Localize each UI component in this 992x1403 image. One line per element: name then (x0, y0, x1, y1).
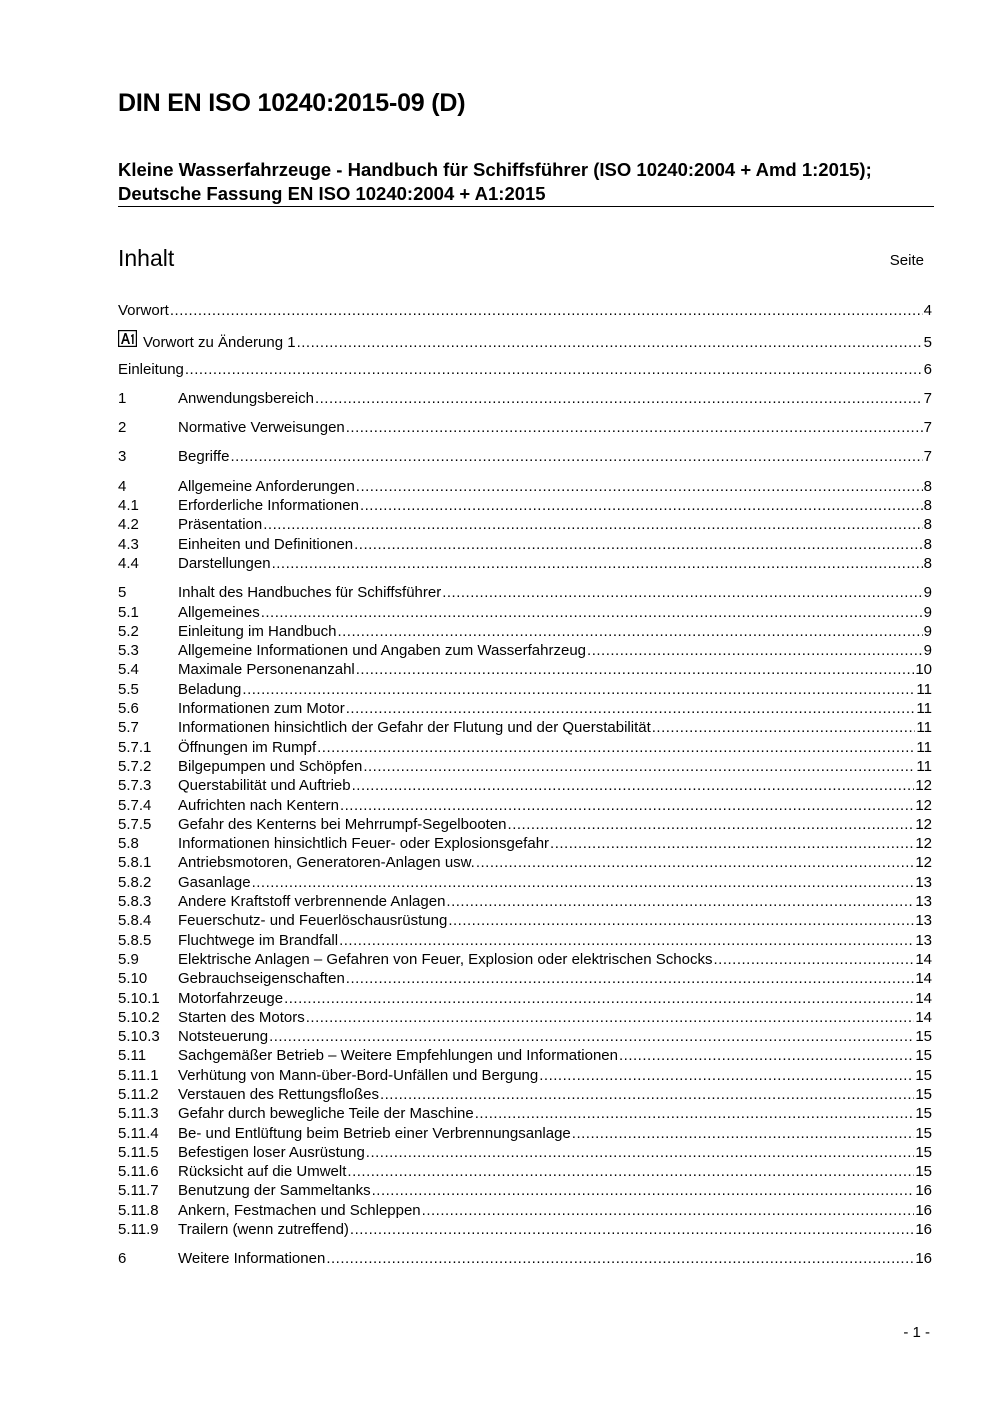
toc-entry-page: 15 (915, 1163, 932, 1181)
toc-dot-leader (242, 680, 915, 699)
toc-entry-title (178, 389, 314, 408)
toc-entry-title (178, 950, 712, 969)
toc-entry-page: 8 (923, 497, 932, 515)
toc-dot-leader (261, 603, 923, 622)
toc-entry-title (178, 1066, 538, 1085)
toc-entry-title-text: Öffnungen im Rumpf (178, 738, 317, 756)
toc-entry-number: 5.7.4 (118, 796, 152, 814)
toc-dot-leader (442, 583, 922, 602)
toc-entry-title-text: Verhütung von Mann-über-Bord-Unfällen und Bergung (178, 1066, 539, 1084)
toc-entry-title (178, 1220, 349, 1239)
toc-entry-title (178, 989, 283, 1008)
toc-entry-number: 5.11.6 (118, 1163, 159, 1181)
toc-entry-page: 7 (923, 389, 932, 407)
toc-entry-title (178, 641, 586, 660)
toc-entry-number: 5.11.7 (118, 1182, 159, 1200)
toc-entry-page: 13 (915, 912, 932, 930)
toc-entry[interactable] (118, 853, 932, 872)
toc-entry[interactable] (118, 699, 932, 718)
toc-entry-title (178, 834, 549, 853)
toc-dot-leader (354, 535, 923, 554)
toc-entry-page: 13 (915, 893, 932, 911)
toc-entry[interactable] (118, 477, 932, 496)
toc-entry-title-text: Einleitung (118, 360, 184, 378)
toc-entry-title (118, 360, 184, 379)
toc-entry[interactable] (118, 496, 932, 515)
toc-dot-leader (326, 1249, 914, 1268)
toc-entry[interactable] (118, 834, 932, 853)
toc-dot-leader (356, 660, 915, 679)
toc-dot-leader (476, 853, 914, 872)
toc-dot-leader (652, 718, 916, 737)
toc-entry-number: 5.1 (118, 603, 139, 621)
toc-entry-number: 4.3 (118, 535, 139, 553)
toc-entry-title-text: Informationen zum Motor (178, 700, 345, 718)
toc-entry-title (178, 622, 336, 641)
toc-entry[interactable] (118, 535, 932, 554)
toc-dot-leader (337, 622, 922, 641)
toc-entry-title (178, 1027, 268, 1046)
toc-dot-leader (306, 1008, 915, 1027)
toc-entry-page: 15 (915, 1066, 932, 1084)
toc-entry-number: 6 (118, 1250, 127, 1268)
toc-dot-leader (284, 989, 914, 1008)
toc-entry-title-text: Allgemeine Informationen und Angaben zum Wasserfahrzeug (178, 642, 587, 660)
toc-entry-number: 4.2 (118, 516, 139, 534)
toc-entry-page: 16 (915, 1201, 932, 1219)
toc-entry[interactable] (118, 931, 932, 950)
toc-entry-title (178, 660, 355, 679)
toc-dot-leader (263, 515, 922, 534)
toc-entry-page: 13 (915, 931, 932, 949)
toc-entry-page: 13 (915, 873, 932, 891)
toc-entry-title-text: Informationen hinsichtlich der Gefahr der Flutung und der Querstabilität (178, 719, 651, 737)
toc-entry-page: 4 (923, 302, 932, 319)
toc-entry[interactable] (118, 583, 932, 602)
toc-entry-title (178, 969, 345, 988)
toc-entry[interactable] (118, 1104, 932, 1123)
toc-entry-number: 5.8.5 (118, 931, 152, 949)
toc-entry-title (178, 1008, 305, 1027)
toc-dot-leader (317, 738, 915, 757)
toc-entry[interactable] (118, 330, 932, 352)
toc-entry-title (178, 1124, 571, 1143)
toc-heading: Inhalt (118, 245, 175, 271)
toc-entry-page: 8 (923, 477, 932, 495)
toc-entry-title-text: Gebrauchseigenschaften (178, 970, 345, 988)
toc-entry-title (178, 699, 345, 718)
toc-entry-title-text: Notsteuerung (178, 1028, 269, 1046)
toc-page-column-label: Seite (889, 252, 924, 269)
toc-entry-number: 5.11.4 (118, 1124, 159, 1142)
toc-dot-leader (230, 447, 922, 466)
toc-entry-page: 16 (915, 1250, 932, 1268)
toc-entry-page: 12 (915, 815, 932, 833)
toc-entry-title (178, 1249, 325, 1268)
toc-entry[interactable] (118, 1085, 932, 1104)
toc-dot-leader (272, 554, 923, 573)
toc-entry-title (178, 447, 229, 466)
toc-entry-title-text: Maximale Personenanzahl (178, 661, 355, 679)
toc-entry-number: 5.7.2 (118, 757, 152, 775)
toc-dot-leader (508, 815, 915, 834)
toc-entry-page: 7 (923, 448, 932, 466)
toc-entry-title (178, 1104, 474, 1123)
toc-entry-title (178, 873, 251, 892)
toc-entry-title-text: Elektrische Anlagen – Gefahren von Feuer, Explosion oder elektrischen Schocks (178, 950, 713, 968)
toc-entry-title-text: Vorwort (118, 302, 169, 319)
toc-entry-number: 4.4 (118, 554, 139, 572)
toc-entry-title (178, 776, 351, 795)
toc-entry-page: 5 (923, 334, 932, 352)
toc-dot-leader (360, 496, 923, 515)
toc-entry[interactable] (118, 1027, 932, 1046)
toc-entry-title-text: Motorfahrzeuge (178, 989, 284, 1007)
toc-entry[interactable] (118, 1162, 932, 1181)
toc-entry[interactable] (118, 757, 932, 776)
toc-dot-leader (347, 1162, 914, 1181)
toc-entry[interactable] (118, 301, 932, 320)
toc-entry-page: 15 (915, 1028, 932, 1046)
toc-entry-number: 1 (118, 389, 127, 407)
toc-entry-number: 5.10 (118, 970, 148, 988)
toc-entry-number: 3 (118, 448, 127, 466)
toc-entry-title (178, 738, 316, 757)
toc-entry-page: 10 (915, 661, 932, 679)
toc-entry-title (118, 301, 169, 320)
toc-entry-page: 11 (916, 719, 932, 737)
toc-entry-number: 5.6 (118, 700, 139, 718)
toc-entry-number: 5.8.3 (118, 893, 152, 911)
toc-entry-title (178, 1085, 379, 1104)
toc-entry-number: 5 (118, 584, 127, 602)
toc-dot-leader (269, 1027, 914, 1046)
toc-entry-title-text: Einheiten und Definitionen (178, 535, 354, 553)
toc-dot-leader (713, 950, 914, 969)
document-id: DIN EN ISO 10240:2015-09 (D) (118, 89, 466, 117)
table-of-contents (118, 301, 932, 1269)
toc-dot-leader (587, 641, 923, 660)
toc-entry-page: 9 (923, 622, 932, 640)
toc-entry-title-text: Bilgepumpen und Schöpfen (178, 757, 363, 775)
toc-entry-number: 5.11.3 (118, 1105, 159, 1123)
toc-entry[interactable] (118, 418, 932, 437)
toc-entry-number: 5.5 (118, 680, 139, 698)
toc-entry-title (178, 418, 345, 437)
toc-entry-title-text: Inhalt des Handbuches für Schiffsführer (178, 584, 442, 602)
toc-entry-title (178, 1046, 618, 1065)
toc-entry[interactable] (118, 641, 932, 660)
toc-entry-page: 12 (915, 854, 932, 872)
toc-dot-leader (448, 911, 914, 930)
toc-entry-number: 5.7.3 (118, 777, 152, 795)
toc-entry-number: 5.2 (118, 622, 139, 640)
toc-entry-title (178, 1181, 371, 1200)
toc-entry-title-text: Weitere Informationen (178, 1250, 326, 1268)
toc-dot-leader (297, 333, 923, 352)
toc-entry-title-text: Erforderliche Informationen (178, 497, 359, 515)
toc-entry-page: 11 (916, 738, 932, 756)
toc-dot-leader (170, 301, 923, 320)
toc-entry-title (178, 680, 241, 699)
toc-dot-leader (346, 969, 915, 988)
toc-entry[interactable] (118, 718, 932, 737)
toc-entry-title-text: Ankern, Festmachen und Schleppen (178, 1201, 421, 1219)
toc-entry[interactable] (118, 447, 932, 466)
toc-entry-number: 5.11.5 (118, 1143, 159, 1161)
toc-entry-number: 5.8.4 (118, 912, 152, 930)
toc-entry-title-text: Rücksicht auf die Umwelt (178, 1163, 347, 1181)
toc-entry-title (178, 535, 353, 554)
toc-entry-number: 5.4 (118, 661, 139, 679)
toc-entry-page: 7 (923, 419, 932, 437)
toc-entry-title (178, 603, 260, 622)
header-divider (118, 206, 934, 207)
toc-entry-title-text: Starten des Motors (178, 1008, 305, 1026)
toc-entry-number: 5.11 (118, 1047, 147, 1065)
toc-entry-title (178, 1162, 346, 1181)
toc-dot-leader (346, 418, 923, 437)
toc-entry-title-text: Informationen hinsichtlich Feuer- oder Explosionsgefahr (178, 835, 550, 853)
toc-entry-page: 9 (923, 642, 932, 660)
toc-entry-page: 14 (915, 950, 932, 968)
toc-dot-leader (346, 699, 916, 718)
toc-entry-title (178, 815, 507, 834)
toc-entry[interactable] (118, 515, 932, 534)
toc-entry[interactable] (118, 1220, 932, 1239)
toc-entry-title-text: Antriebsmotoren, Generatoren-Anlagen usw. (178, 854, 475, 872)
toc-entry-title-text: Präsentation (178, 516, 263, 534)
toc-entry-page: 8 (923, 516, 932, 534)
toc-entry-page: 15 (915, 1105, 932, 1123)
toc-dot-leader (422, 1201, 915, 1220)
toc-entry-page: 12 (915, 777, 932, 795)
toc-entry-page: 11 (916, 757, 932, 775)
toc-entry-page: 6 (923, 360, 932, 378)
toc-entry-page: 8 (923, 554, 932, 572)
toc-entry-title (178, 853, 475, 872)
toc-entry-number: 5.8.2 (118, 873, 152, 891)
toc-entry[interactable] (118, 1143, 932, 1162)
toc-entry-title (178, 892, 445, 911)
toc-entry-page: 15 (915, 1085, 932, 1103)
toc-entry-title (178, 757, 362, 776)
toc-entry-number: 5.7 (118, 719, 139, 737)
toc-dot-leader (315, 389, 923, 408)
toc-entry-title (178, 515, 262, 534)
toc-entry-number: 5.10.2 (118, 1008, 160, 1026)
toc-entry[interactable] (118, 1201, 932, 1220)
toc-entry[interactable] (118, 911, 932, 930)
toc-entry-title (178, 583, 441, 602)
toc-entry[interactable] (118, 738, 932, 757)
toc-entry-title-text: Aufrichten nach Kentern (178, 796, 339, 814)
toc-entry[interactable] (118, 360, 932, 379)
toc-entry[interactable] (118, 1181, 932, 1200)
toc-entry-title (178, 496, 359, 515)
toc-entry-number: 5.10.3 (118, 1028, 160, 1046)
toc-entry-number: 5.11.9 (118, 1221, 159, 1239)
toc-entry-number: 5.9 (118, 950, 139, 968)
toc-entry-title-text: Allgemeines (178, 603, 260, 621)
document-subtitle: Kleine Wasserfahrzeuge - Handbuch für Schiffsführer (ISO 10240:2004 + Amd 1:2015); Deutsche Fassung EN ISO 10240:2004 + A1:2015 (118, 159, 872, 204)
toc-entry-page: 11 (916, 700, 932, 718)
toc-entry-number: 5.11.8 (118, 1201, 159, 1219)
toc-entry-page: 15 (915, 1143, 932, 1161)
toc-entry[interactable] (118, 1066, 932, 1085)
toc-entry-number: 4 (118, 477, 127, 495)
toc-dot-leader (252, 873, 915, 892)
toc-entry-number: 5.3 (118, 642, 139, 660)
toc-entry[interactable] (118, 815, 932, 834)
toc-dot-leader (363, 757, 915, 776)
toc-entry-number: 4.1 (118, 497, 139, 515)
toc-entry-number: 5.11.2 (118, 1085, 159, 1103)
toc-entry-number: 5.7.5 (118, 815, 152, 833)
toc-entry-title-text: Trailern (wenn zutreffend) (178, 1221, 349, 1239)
toc-entry-title-text: Allgemeine Anforderungen (178, 477, 355, 495)
toc-entry-number: 5.10.1 (118, 989, 160, 1007)
toc-entry[interactable] (118, 660, 932, 679)
toc-entry-title-text: Befestigen loser Ausrüstung (178, 1143, 365, 1161)
toc-entry-title-text: Gasanlage (178, 873, 251, 891)
toc-dot-leader (339, 931, 914, 950)
toc-dot-leader (352, 776, 915, 795)
toc-entry[interactable] (118, 1124, 932, 1143)
toc-dot-leader (539, 1066, 914, 1085)
toc-entry-page: 8 (923, 535, 932, 553)
toc-entry-page: 15 (915, 1047, 932, 1065)
toc-entry-title-text: Fluchtwege im Brandfall (178, 931, 339, 949)
toc-entry-page: 16 (915, 1221, 932, 1239)
toc-entry-title-text: Vorwort zu Änderung 1 (143, 334, 296, 352)
toc-entry[interactable] (118, 1249, 932, 1268)
toc-entry-title-text: Feuerschutz- und Feuerlöschausrüstung (178, 912, 448, 930)
toc-dot-leader (619, 1046, 914, 1065)
toc-entry-page: 14 (915, 989, 932, 1007)
toc-entry-title (178, 911, 447, 930)
toc-entry-title-text: Normative Verweisungen (178, 419, 345, 437)
toc-dot-leader (475, 1104, 915, 1123)
toc-entry[interactable] (118, 622, 932, 641)
toc-entry[interactable] (118, 603, 932, 622)
toc-entry-title-text: Querstabilität und Auftrieb (178, 777, 351, 795)
toc-entry-title-text: Beladung (178, 680, 242, 698)
toc-entry[interactable] (118, 1046, 932, 1065)
toc-dot-leader (572, 1124, 915, 1143)
amendment-marker-icon (118, 330, 137, 347)
toc-entry-title-text: Darstellungen (178, 554, 271, 572)
toc-entry-title-text: Einleitung im Handbuch (178, 622, 337, 640)
toc-entry-title (178, 477, 355, 496)
toc-entry-title (178, 554, 271, 573)
toc-entry-title (178, 796, 339, 815)
toc-entry-number: 5.8 (118, 835, 139, 853)
toc-entry-page: 14 (915, 1008, 932, 1026)
toc-dot-leader (372, 1181, 915, 1200)
toc-entry-page: 9 (923, 584, 932, 602)
toc-entry-title-text: Gefahr durch bewegliche Teile der Maschine (178, 1105, 474, 1123)
toc-entry[interactable] (118, 892, 932, 911)
toc-entry-number: 5.11.1 (118, 1066, 159, 1084)
toc-entry-page: 15 (915, 1124, 932, 1142)
toc-entry-page: 9 (923, 603, 932, 621)
toc-entry[interactable] (118, 1008, 932, 1027)
toc-dot-leader (550, 834, 914, 853)
toc-entry-title-text: Andere Kraftstoff verbrennende Anlagen (178, 893, 446, 911)
toc-entry-page: 11 (916, 680, 932, 698)
toc-entry-title (178, 718, 651, 737)
toc-entry-number: 2 (118, 419, 127, 437)
toc-entry-title (178, 1201, 421, 1220)
toc-entry-page: 14 (915, 970, 932, 988)
toc-dot-leader (446, 892, 914, 911)
toc-entry-title-text: Anwendungsbereich (178, 389, 314, 407)
toc-entry-title-text: Be- und Entlüftung beim Betrieb einer Verbrennungsanlage (178, 1124, 571, 1142)
toc-entry[interactable] (118, 989, 932, 1008)
toc-entry-title-text: Verstauen des Rettungsfloßes (178, 1085, 379, 1103)
toc-dot-leader (380, 1085, 914, 1104)
page-number: - 1 - (903, 1324, 930, 1341)
toc-entry-page: 16 (915, 1182, 932, 1200)
toc-entry-title-text: Benutzung der Sammeltanks (178, 1182, 371, 1200)
toc-entry[interactable] (118, 950, 932, 969)
toc-entry-number: 5.7.1 (118, 738, 152, 756)
toc-dot-leader (340, 796, 914, 815)
toc-dot-leader (366, 1143, 915, 1162)
toc-entry-page: 12 (915, 835, 932, 853)
toc-entry[interactable] (118, 776, 932, 795)
toc-entry-page: 12 (915, 796, 932, 814)
toc-entry[interactable] (118, 680, 932, 699)
toc-entry-title (178, 1143, 365, 1162)
toc-entry-title (118, 330, 296, 352)
toc-entry[interactable] (118, 796, 932, 815)
toc-dot-leader (356, 477, 923, 496)
toc-entry-title-text: Sachgemäßer Betrieb – Weitere Empfehlungen und Informationen (178, 1047, 618, 1065)
toc-dot-leader (185, 360, 923, 379)
toc-entry[interactable] (118, 554, 932, 573)
toc-entry[interactable] (118, 969, 932, 988)
toc-entry[interactable] (118, 389, 932, 408)
toc-entry-title-text: Gefahr des Kenterns bei Mehrrumpf-Segelbooten (178, 815, 507, 833)
toc-entry-title (178, 931, 338, 950)
toc-dot-leader (350, 1220, 914, 1239)
toc-entry-title-text: Begriffe (178, 448, 230, 466)
toc-entry-number: 5.8.1 (118, 854, 152, 872)
toc-entry[interactable] (118, 873, 932, 892)
